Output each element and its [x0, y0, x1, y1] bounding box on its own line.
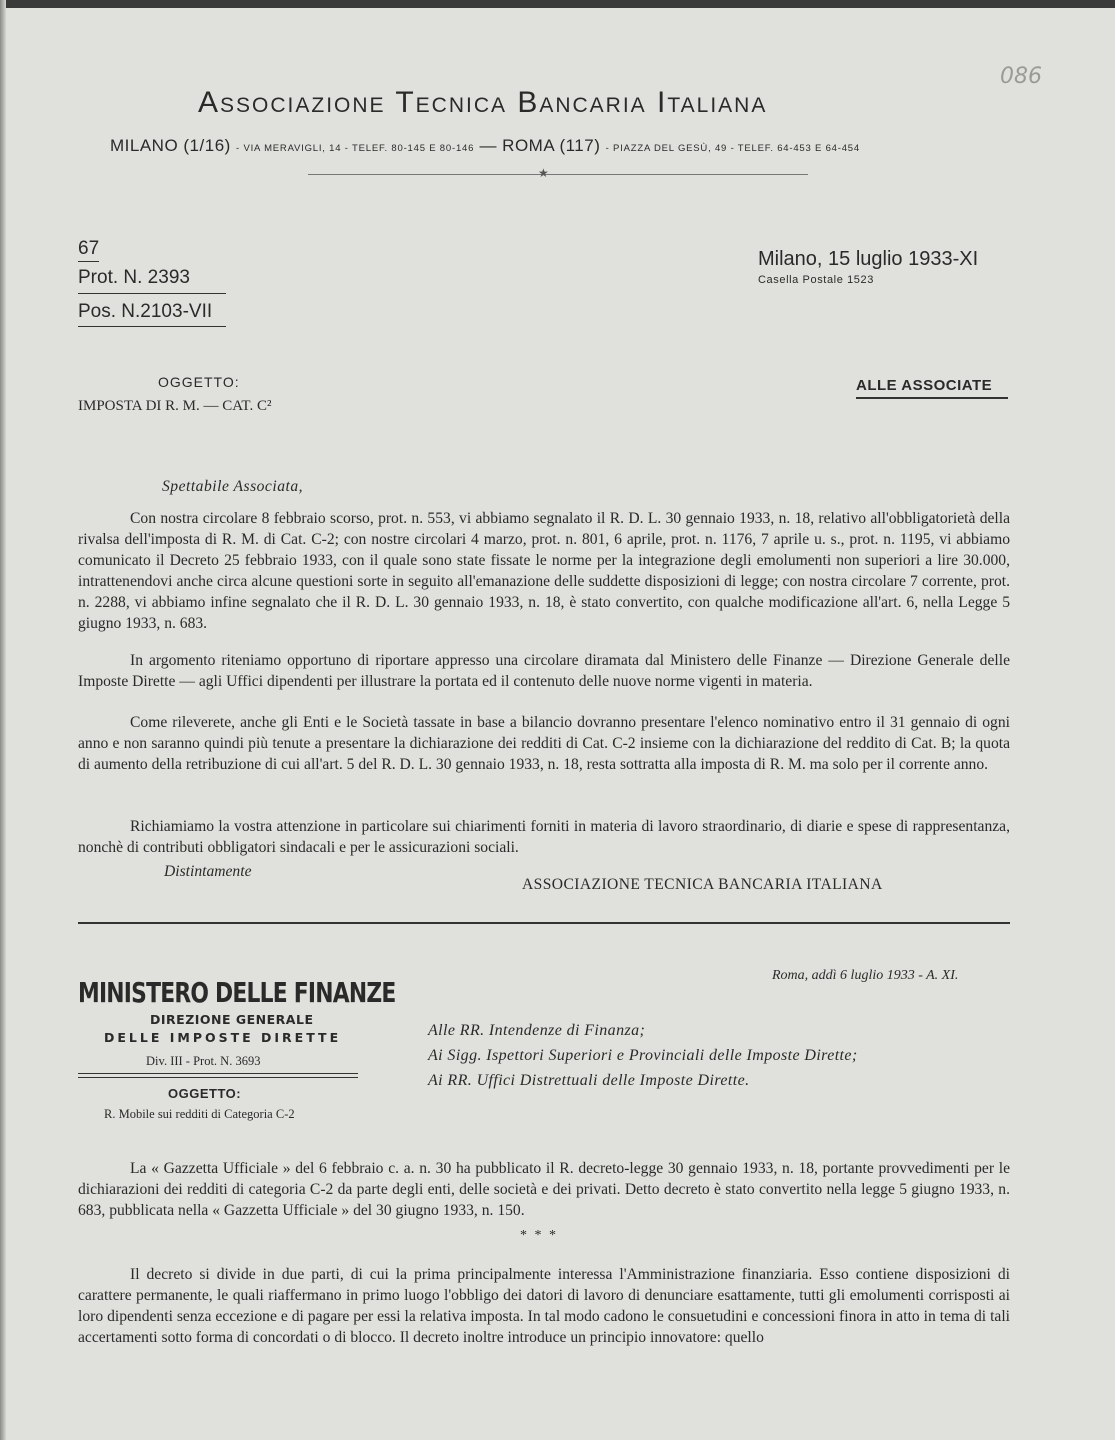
star-ornament-icon: ★ — [538, 166, 549, 180]
ministry-paragraph-2: Il decreto si divide in due parti, di cui la prima principalmente interessa l'Amministrazione finanziaria. Esso contiene disposizioni di carattere permanente, le quali riaffermano in primo luogo l'obbligo dei datori di lavoro di denunciare esattamente, tutti gli emolumenti corrisposti ai loro dipendenti senza eccezione e di pagare per essi la relativa imposta. In tal modo cadono le consuetudini e concessioni finora in atto in tema di tali accertamenti sotto forma di concordati o di blocco. Il decreto inoltre introduce un principio innovatore: quello — [78, 1266, 1010, 1346]
ministry-subject-label: OGGETTO: — [168, 1086, 242, 1101]
prot-number: Prot. N. 2393 — [78, 267, 190, 288]
closing: Distintamente — [164, 863, 252, 880]
directorate-line-1: DIREZIONE GENERALE — [150, 1012, 314, 1027]
pos-underline — [78, 326, 226, 327]
letter-paragraph-2: In argomento riteniamo opportuno di riportare appresso una circolare diramata dal Ministero delle Finanze — Direzione Generale delle Imposte Dirette — agli Uffici dipendenti per illustrare la portata ed il contenuto delle nuove norme vigenti in materia. — [78, 652, 1010, 690]
addressee-3: Ai RR. Uffici Distrettuali delle Imposte Dirette. — [428, 1072, 750, 1089]
ministry-subject-text: R. Mobile sui redditi di Categoria C-2 — [104, 1107, 295, 1121]
roma-city: ROMA (117) — [502, 136, 601, 155]
letter-paragraph-1: Con nostra circolare 8 febbraio scorso, prot. n. 553, vi abbiamo segnalato il R. D. L. 30 gennaio 1933, n. 18, relativo all'obbligatorietà della rivalsa dell'imposta di R. M. di Cat. C-2; con nostre circolari 4 marzo, prot. n. 801, 6 aprile, prot. n. 1176, 7 aprile u. s., prot. n. 1195, vi abbiamo comunicato il Decreto 25 febbraio 1933, con il quale sono state fissate le norme per la integrazione degli emolumenti non superiori a lire 30.000, intrattenendovi anche circa alcune questioni sorte in seguito all'emanazione delle suddette disposizioni di legge; con nostra circolare 7 corrente, prot. n. 2288, vi abbiamo infine segnalato che il R. D. L. 30 gennaio 1933, n. 18, è stato convertito, con qualche modificazione all'art. 6, nella Legge 5 giugno 1933, n. 683. — [78, 510, 1010, 632]
roma-address: - PIAZZA DEL GESÙ, 49 - TELEF. 64-453 E 64-454 — [605, 143, 860, 154]
addressee-1: Alle RR. Intendenze di Finanza; — [428, 1022, 646, 1039]
prot-underline — [78, 293, 226, 294]
scan-left-edge — [0, 0, 6, 1440]
addressee-2: Ai Sigg. Ispettori Superiori e Provinciali delle Imposte Dirette; — [428, 1047, 858, 1064]
directorate-line-2: DELLE IMPOSTE DIRETTE — [104, 1030, 342, 1045]
subject-text: IMPOSTA DI R. M. — CAT. C² — [78, 398, 272, 414]
subject-label: OGGETTO: — [158, 374, 240, 390]
ministry-date: Roma, addì 6 luglio 1933 - A. XI. — [772, 968, 959, 983]
signature: ASSOCIAZIONE TECNICA BANCARIA ITALIANA — [522, 876, 883, 893]
ministry-rule-1 — [78, 1073, 358, 1074]
handwritten-page-number: 086 — [1000, 64, 1042, 89]
letter-date: Milano, 15 luglio 1933-XI — [758, 248, 979, 270]
letter-paragraph-4: Richiamiamo la vostra attenzione in particolare sui chiarimenti forniti in materia di lavoro straordinario, di diarie e spese di rappresentanza, nonchè di contributi obbligatori sindacali e per le assicurazioni sociali. — [78, 818, 1010, 856]
salutation: Spettabile Associata, — [162, 478, 304, 495]
po-box: Casella Postale 1523 — [758, 274, 874, 286]
letterhead-address — [110, 136, 860, 156]
scan-top-edge — [0, 0, 1115, 8]
pos-number: Pos. N.2103-VII — [78, 301, 213, 322]
letterhead-title: Associazione Tecnica Bancaria Italiana — [198, 86, 768, 119]
milano-city: MILANO (1/16) — [110, 136, 231, 155]
ministry-paragraph-1: La « Gazzetta Ufficiale » del 6 febbraio c. a. n. 30 ha pubblicato il R. decreto-legge 30 gennaio 1933, n. 18, portante provvedimenti per le dichiarazioni dei redditi di categoria C-2 da parte degli enti, delle società e dei privati. Detto decreto è stato convertito nella legge 5 giugno 1933, n. 683, pubblicata nella « Gazzetta Ufficiale » del 30 giugno 1933, n. 150. — [78, 1160, 1010, 1219]
recipient: ALLE ASSOCIATE — [856, 377, 993, 394]
reference-number: 67 — [78, 238, 99, 262]
letter-paragraph-3: Come rileverete, anche gli Enti e le Società tassate in base a bilancio dovranno presentare l'elenco nominativo entro il 31 gennaio di ogni anno e non saranno quindi più tenute a presentare la dichiarazione dei redditi di Cat. C-2 insieme con la dichiarazione del reddito di Cat. B; la quota di aumento della retribuzione di cui all'art. 5 del R. D. L. 30 gennaio 1933, n. 18, resta sottratta alla imposta di R. M. ma solo per il corrente anno. — [78, 714, 1010, 773]
recipient-underline — [856, 397, 1008, 399]
address-separator: — — [479, 136, 497, 155]
section-divider — [78, 922, 1010, 924]
asterisks: * * * — [520, 1228, 558, 1243]
milano-address: - VIA MERAVIGLI, 14 - TELEF. 80-145 E 80-146 — [236, 143, 475, 154]
division-number: Div. III - Prot. N. 3693 — [146, 1054, 261, 1068]
ministry-name: MINISTERO DELLE FINANZE — [78, 976, 396, 1009]
letterhead-divider — [308, 174, 808, 175]
ministry-rule-2 — [78, 1077, 358, 1078]
